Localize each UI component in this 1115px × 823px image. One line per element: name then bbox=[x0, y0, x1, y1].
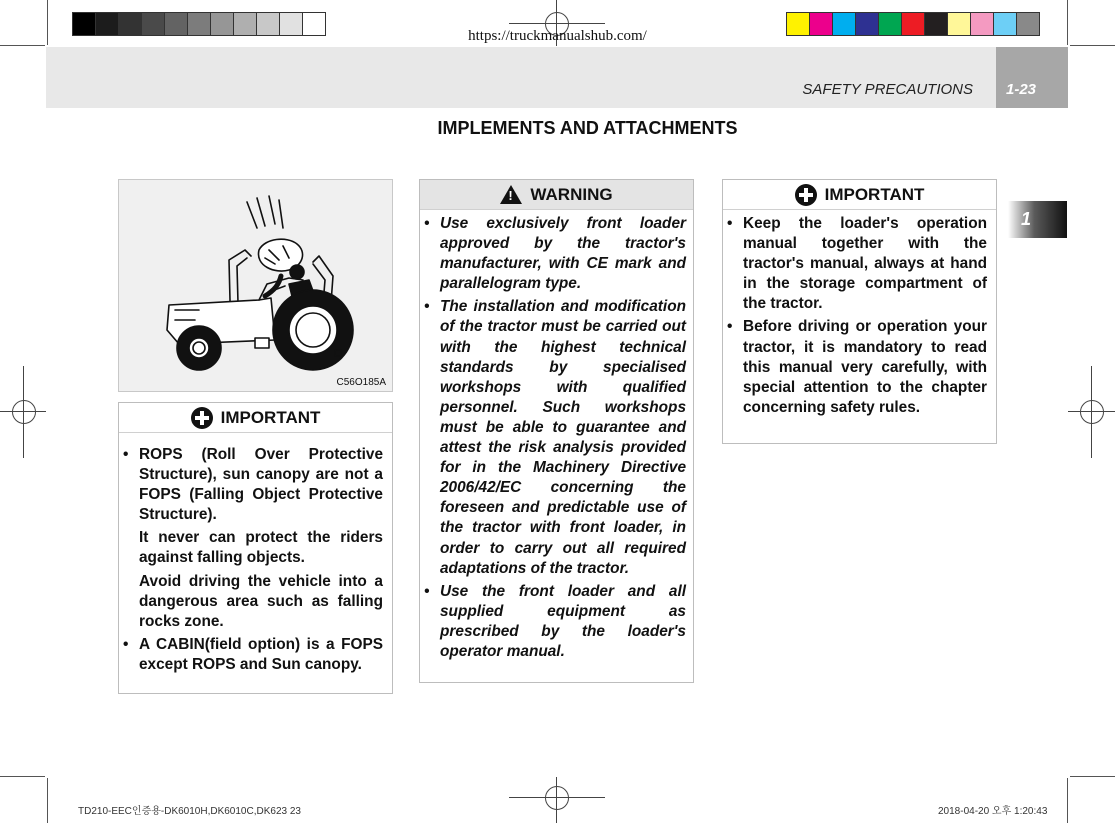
list-item bbox=[120, 635, 383, 675]
page-title: IMPLEMENTS AND ATTACHMENTS bbox=[437, 118, 738, 138]
section-label: SAFETY PRECAUTIONS bbox=[802, 81, 973, 98]
crop-mark bbox=[1070, 776, 1115, 777]
important-box-left bbox=[118, 402, 393, 694]
crop-mark bbox=[47, 778, 48, 823]
important-list-left bbox=[119, 433, 392, 675]
warning-title: WARNING bbox=[530, 184, 613, 204]
list-item: • Before driving or operation your tractor, it is mandatory to read this manual very carefully, with special attention to the chapter concerning safety rules. bbox=[724, 317, 987, 417]
list-item: • The installation and modification of the tractor must be carried out with the highest technical standards by specialised workshops with qualified personnel. Such workshops must be able to guarantee and attest the risk analysis provided for in the Machinery Directive 2006/42/EC concerning the foreseen and predictable use of the tractor with front loader, in order to carry out all required adaptations of the tractor. bbox=[421, 297, 686, 578]
important-title: IMPORTANT bbox=[220, 407, 321, 427]
crop-mark bbox=[1070, 45, 1115, 46]
paragraph: • ROPS (Roll Over Protective Structure), sun canopy are not a FOPS (Falling Object Protective Structure). bbox=[139, 446, 383, 524]
tractor-figure bbox=[118, 179, 393, 392]
tractor-falling-object-icon bbox=[119, 180, 392, 391]
crop-mark bbox=[0, 776, 45, 777]
list-item: • Use the front loader and all supplied equipment as prescribed by the loader's operator manual. bbox=[421, 582, 686, 662]
figure-code: C56O185A bbox=[336, 377, 386, 388]
header-band bbox=[46, 47, 1068, 108]
page-number-tab bbox=[996, 47, 1068, 108]
warning-list bbox=[420, 210, 693, 662]
warning-triangle-icon bbox=[500, 185, 522, 204]
important-box-right bbox=[722, 179, 997, 444]
page-number: 1-23 bbox=[1006, 81, 1037, 98]
important-heading-right bbox=[723, 180, 996, 210]
important-list-right bbox=[723, 210, 996, 418]
warning-heading bbox=[420, 180, 693, 210]
chapter-number: 1 bbox=[1021, 209, 1032, 229]
source-url[interactable]: https://truckmanualshub.com/ bbox=[468, 28, 647, 44]
footer-job-info: TD210-EEC인증용-DK6010H,DK6010C,DK623 23 bbox=[78, 806, 301, 817]
paragraph: • A CABIN(field option) is a FOPS except ROPS and Sun canopy. bbox=[139, 635, 383, 673]
important-heading-left bbox=[119, 403, 392, 433]
crop-mark bbox=[1067, 778, 1068, 823]
important-title: IMPORTANT bbox=[824, 184, 925, 204]
plus-circle-icon bbox=[191, 407, 213, 429]
list-item bbox=[120, 445, 383, 632]
plus-circle-icon bbox=[795, 184, 817, 206]
paragraph: Avoid driving the vehicle into a dangerous area such as falling rocks zone. bbox=[139, 572, 383, 630]
footer-timestamp: 2018-04-20 오후 1:20:43 bbox=[938, 806, 1048, 817]
list-item: • Use exclusively front loader approved by the tractor's manufacturer, with CE mark and parallelogram type. bbox=[421, 214, 686, 294]
crop-mark bbox=[0, 45, 45, 46]
paragraph: It never can protect the riders against falling objects. bbox=[139, 529, 383, 567]
chapter-tab bbox=[1008, 201, 1067, 238]
warning-box bbox=[419, 179, 694, 683]
list-item: • Keep the loader's operation manual together with the tractor's manual, always at hand in the storage compartment of the tractor. bbox=[724, 214, 987, 314]
